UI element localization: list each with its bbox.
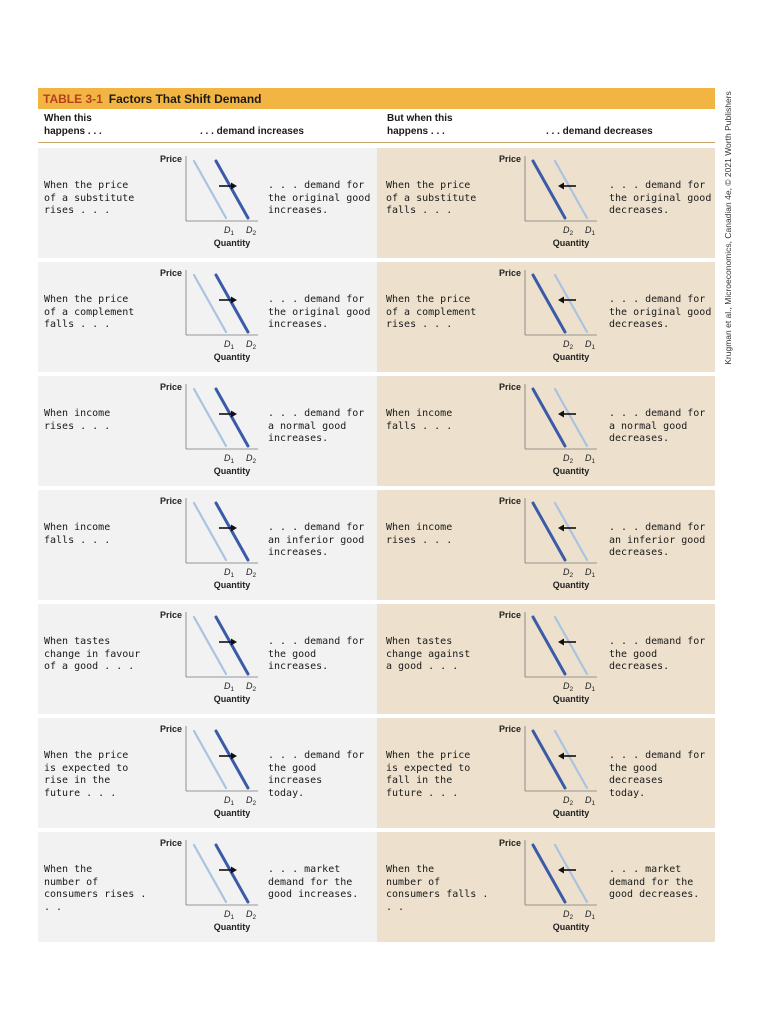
copyright-text: Krugman et al., Microeconomics, Canadian 4e, © 2021 Worth Publishers [723, 91, 733, 365]
price-axis-label: Price [159, 154, 182, 164]
label-d2-letter: D [246, 453, 253, 463]
decrease-graph [457, 150, 597, 254]
label-d2-subscript: 2 [252, 230, 257, 237]
label-d1-subscript: 1 [591, 344, 596, 351]
decrease-cause: When income falls . . . [386, 408, 453, 432]
label-d2 [563, 453, 574, 465]
label-d2-subscript: 2 [569, 572, 574, 579]
increase-effect: . . . demand for an inferior good increases. [268, 522, 365, 558]
decrease-cause: When the price of a complement rises . . . [386, 294, 477, 330]
shift-arrow-head [558, 183, 564, 190]
increase-graph [118, 492, 258, 596]
label-d1 [585, 225, 596, 237]
label-d1 [585, 339, 596, 351]
decrease-graph [457, 378, 597, 482]
label-d1 [585, 909, 596, 921]
table-row [38, 262, 715, 372]
label-d1-letter: D [585, 681, 592, 691]
decrease-effect: . . . demand for a normal good decreases. [609, 408, 706, 444]
label-d2-subscript: 2 [252, 914, 257, 921]
label-d2 [246, 339, 257, 351]
label-d2 [563, 339, 574, 351]
increase-cell [38, 604, 377, 714]
label-d2-subscript: 2 [569, 686, 574, 693]
decrease-cell [377, 604, 715, 714]
demand-shift-graph [118, 606, 258, 710]
decrease-cause: When the price of a substitute falls . . . [386, 180, 477, 216]
table-row [38, 376, 715, 486]
increase-cell [38, 832, 377, 942]
increase-graph [118, 720, 258, 824]
table-body [38, 148, 715, 942]
label-d1-subscript: 1 [230, 458, 235, 465]
shift-arrow-head [558, 411, 564, 418]
label-d2-letter: D [563, 567, 570, 577]
table-row [38, 490, 715, 600]
label-d1 [224, 909, 235, 921]
demand-shift-graph [118, 150, 258, 254]
label-d2-subscript: 2 [252, 572, 257, 579]
label-d2-subscript: 2 [252, 686, 257, 693]
quantity-axis-label: Quantity [213, 580, 251, 590]
label-d1-subscript: 1 [230, 230, 235, 237]
label-d1-subscript: 1 [230, 344, 235, 351]
decrease-cell [377, 148, 715, 258]
label-d2-letter: D [563, 225, 570, 235]
decrease-graph [457, 834, 597, 938]
increase-graph [118, 264, 258, 368]
increase-cell [38, 490, 377, 600]
table-row [38, 832, 715, 942]
header-right-effect: . . . demand decreases [546, 126, 653, 137]
decrease-graph [457, 606, 597, 710]
shift-arrow-head [231, 639, 237, 646]
decrease-cause: When income rises . . . [386, 522, 453, 546]
demand-shift-graph [457, 150, 597, 254]
label-d2-letter: D [563, 909, 570, 919]
shift-arrow-head [558, 867, 564, 874]
demand-shift-graph [118, 834, 258, 938]
decrease-cell [377, 262, 715, 372]
table-row [38, 718, 715, 828]
label-d1 [224, 339, 235, 351]
label-d1 [224, 225, 235, 237]
demand-shift-graph [457, 606, 597, 710]
quantity-axis-label: Quantity [552, 238, 590, 248]
shift-arrow-head [231, 867, 237, 874]
price-axis-label: Price [498, 724, 521, 734]
label-d2-subscript: 2 [569, 914, 574, 921]
increase-cell [38, 262, 377, 372]
label-d1-letter: D [224, 567, 231, 577]
label-d1-subscript: 1 [591, 458, 596, 465]
copyright-note [716, 90, 740, 366]
demand-shift-graph [118, 264, 258, 368]
label-d1-letter: D [224, 453, 231, 463]
label-d2-letter: D [246, 795, 253, 805]
price-axis-label: Price [498, 268, 521, 278]
increase-effect: . . . market demand for the good increases. [268, 864, 359, 900]
label-d2 [563, 909, 574, 921]
label-d2 [563, 795, 574, 807]
quantity-axis-label: Quantity [213, 922, 251, 932]
label-d2-letter: D [246, 909, 253, 919]
label-d2-letter: D [246, 681, 253, 691]
shift-arrow-head [231, 297, 237, 304]
increase-effect: . . . demand for the good increases today. [268, 750, 365, 799]
increase-graph [118, 378, 258, 482]
increase-cause: When the price of a substitute rises . . . [44, 180, 135, 216]
header-divider [38, 142, 715, 143]
demand-shift-graph [457, 264, 597, 368]
label-d2-letter: D [246, 567, 253, 577]
quantity-axis-label: Quantity [552, 466, 590, 476]
decrease-effect: . . . demand for an inferior good decreases. [609, 522, 706, 558]
shift-arrow-head [231, 753, 237, 760]
increase-cause: When tastes change in favour of a good . . . [44, 636, 141, 672]
quantity-axis-label: Quantity [213, 808, 251, 818]
label-d2-letter: D [563, 453, 570, 463]
table-header-row [38, 109, 715, 143]
label-d2-letter: D [563, 339, 570, 349]
increase-effect: . . . demand for the original good increases. [268, 294, 371, 330]
quantity-axis-label: Quantity [552, 808, 590, 818]
decrease-cause: When tastes change against a good . . . [386, 636, 471, 672]
price-axis-label: Price [498, 838, 521, 848]
label-d1-letter: D [585, 909, 592, 919]
price-axis-label: Price [159, 382, 182, 392]
table-row [38, 148, 715, 258]
decrease-graph [457, 492, 597, 596]
quantity-axis-label: Quantity [552, 694, 590, 704]
label-d2 [246, 795, 257, 807]
quantity-axis-label: Quantity [213, 352, 251, 362]
label-d1 [224, 453, 235, 465]
label-d2-subscript: 2 [569, 800, 574, 807]
increase-cell [38, 148, 377, 258]
header-right-cause: But when this happens . . . [387, 113, 453, 137]
price-axis-label: Price [498, 382, 521, 392]
increase-graph [118, 834, 258, 938]
label-d2 [246, 567, 257, 579]
decrease-effect: . . . demand for the good decreases today. [609, 750, 706, 799]
quantity-axis-label: Quantity [552, 352, 590, 362]
decrease-cell [377, 490, 715, 600]
price-axis-label: Price [498, 154, 521, 164]
decrease-graph [457, 264, 597, 368]
increase-graph [118, 150, 258, 254]
label-d2-subscript: 2 [569, 230, 574, 237]
label-d1-letter: D [224, 681, 231, 691]
label-d1-letter: D [585, 567, 592, 577]
shift-arrow-head [231, 183, 237, 190]
increase-effect: . . . demand for a normal good increases. [268, 408, 365, 444]
label-d2-subscript: 2 [252, 458, 257, 465]
increase-graph [118, 606, 258, 710]
label-d2-subscript: 2 [252, 800, 257, 807]
increase-cell [38, 718, 377, 828]
label-d2-letter: D [563, 795, 570, 805]
increase-cause: When income falls . . . [44, 522, 111, 546]
price-axis-label: Price [498, 496, 521, 506]
decrease-effect: . . . demand for the good decreases. [609, 636, 706, 672]
price-axis-label: Price [498, 610, 521, 620]
label-d1-subscript: 1 [230, 800, 235, 807]
label-d1-letter: D [585, 453, 592, 463]
increase-cause: When the number of consumers rises . . . [44, 864, 147, 913]
label-d2 [246, 909, 257, 921]
decrease-effect: . . . market demand for the good decreases. [609, 864, 700, 900]
label-d2 [246, 681, 257, 693]
label-d2-subscript: 2 [569, 344, 574, 351]
table-number: TABLE 3-1 [43, 91, 103, 106]
label-d1-letter: D [585, 339, 592, 349]
quantity-axis-label: Quantity [213, 466, 251, 476]
label-d1 [224, 681, 235, 693]
demand-shift-graph [457, 720, 597, 824]
table-title: Factors That Shift Demand [108, 91, 262, 106]
label-d1-subscript: 1 [591, 686, 596, 693]
label-d1-letter: D [585, 225, 592, 235]
decrease-cause: When the number of consumers falls . . . [386, 864, 489, 913]
table-row [38, 604, 715, 714]
demand-shift-graph [457, 834, 597, 938]
shift-arrow-head [231, 525, 237, 532]
label-d1-subscript: 1 [591, 800, 596, 807]
decrease-graph [457, 720, 597, 824]
label-d1-letter: D [224, 909, 231, 919]
label-d2-letter: D [246, 339, 253, 349]
label-d2-letter: D [246, 225, 253, 235]
price-axis-label: Price [159, 496, 182, 506]
label-d1-subscript: 1 [591, 914, 596, 921]
shift-arrow-head [558, 753, 564, 760]
increase-cause: When the price is expected to rise in the future . . . [44, 750, 129, 799]
demand-shift-graph [118, 492, 258, 596]
label-d1-letter: D [585, 795, 592, 805]
label-d2 [246, 225, 257, 237]
decrease-cell [377, 718, 715, 828]
quantity-axis-label: Quantity [213, 694, 251, 704]
header-left-cause: When this happens . . . [44, 113, 102, 137]
demand-shift-graph [118, 720, 258, 824]
increase-cause: When the price of a complement falls . . . [44, 294, 135, 330]
shift-arrow-head [558, 525, 564, 532]
label-d1-letter: D [224, 225, 231, 235]
price-axis-label: Price [159, 724, 182, 734]
label-d1 [585, 681, 596, 693]
decrease-cause: When the price is expected to fall in the future . . . [386, 750, 471, 799]
increase-effect: . . . demand for the original good increases. [268, 180, 371, 216]
label-d2 [563, 225, 574, 237]
quantity-axis-label: Quantity [552, 580, 590, 590]
label-d2 [246, 453, 257, 465]
label-d1-letter: D [224, 795, 231, 805]
increase-cause: When income rises . . . [44, 408, 111, 432]
label-d1 [224, 567, 235, 579]
label-d1 [585, 795, 596, 807]
decrease-effect: . . . demand for the original good decreases. [609, 294, 712, 330]
label-d1-subscript: 1 [591, 230, 596, 237]
label-d1-subscript: 1 [591, 572, 596, 579]
demand-shift-graph [457, 378, 597, 482]
label-d2-subscript: 2 [252, 344, 257, 351]
shift-arrow-head [558, 639, 564, 646]
shift-arrow-head [558, 297, 564, 304]
label-d1-subscript: 1 [230, 572, 235, 579]
label-d2-subscript: 2 [569, 458, 574, 465]
increase-cell [38, 376, 377, 486]
label-d1 [224, 795, 235, 807]
label-d1-letter: D [224, 339, 231, 349]
header-left-effect: . . . demand increases [200, 126, 304, 137]
label-d2 [563, 567, 574, 579]
decrease-cell [377, 376, 715, 486]
price-axis-label: Price [159, 268, 182, 278]
increase-effect: . . . demand for the good increases. [268, 636, 365, 672]
label-d1 [585, 453, 596, 465]
label-d2 [563, 681, 574, 693]
price-axis-label: Price [159, 838, 182, 848]
factors-table [38, 88, 715, 942]
quantity-axis-label: Quantity [213, 238, 251, 248]
demand-shift-graph [118, 378, 258, 482]
decrease-effect: . . . demand for the original good decreases. [609, 180, 712, 216]
demand-shift-graph [457, 492, 597, 596]
label-d1-subscript: 1 [230, 686, 235, 693]
label-d1-subscript: 1 [230, 914, 235, 921]
shift-arrow-head [231, 411, 237, 418]
table-title-bar [38, 88, 715, 109]
quantity-axis-label: Quantity [552, 922, 590, 932]
label-d2-letter: D [563, 681, 570, 691]
price-axis-label: Price [159, 610, 182, 620]
decrease-cell [377, 832, 715, 942]
label-d1 [585, 567, 596, 579]
